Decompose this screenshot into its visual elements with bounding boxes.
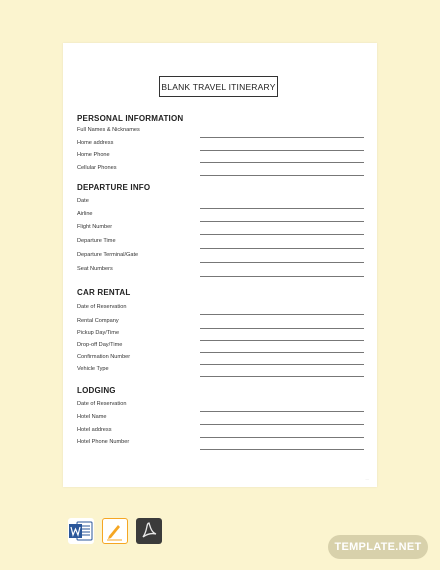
field-row — [77, 427, 364, 439]
field-label: Home Phone — [77, 152, 110, 158]
field-label: Full Names & Nicknames — [77, 127, 140, 133]
fill-in-line[interactable] — [200, 364, 364, 365]
field-label: Home address — [77, 140, 114, 146]
fill-in-line[interactable] — [200, 262, 364, 263]
field-label: Cellular Phones — [77, 165, 117, 171]
template-net-badge[interactable]: TEMPLATE.NET — [328, 535, 428, 559]
field-row — [77, 211, 364, 223]
format-icons — [68, 518, 162, 544]
field-label: Hotel Phone Number — [77, 439, 130, 445]
field-row — [77, 266, 364, 278]
field-label: Confirmation Number — [77, 354, 131, 360]
field-row — [77, 252, 364, 264]
fill-in-line[interactable] — [200, 340, 364, 341]
fill-in-line[interactable] — [200, 248, 364, 249]
fill-in-line[interactable] — [200, 150, 364, 151]
fill-in-line[interactable] — [200, 234, 364, 235]
field-row — [77, 127, 364, 139]
fill-in-line[interactable] — [200, 411, 364, 412]
field-row — [77, 354, 364, 366]
fill-in-line[interactable] — [200, 175, 364, 176]
fill-in-line[interactable] — [200, 137, 364, 138]
field-label: Rental Company — [77, 318, 119, 324]
section-heading-personal: PERSONAL INFORMATION — [77, 114, 184, 123]
field-label: Date — [77, 198, 89, 204]
pages-icon[interactable] — [102, 518, 128, 544]
field-row — [77, 330, 364, 342]
fill-in-line[interactable] — [200, 276, 364, 277]
fill-in-line[interactable] — [200, 314, 364, 315]
field-row — [77, 342, 364, 354]
fill-in-line[interactable] — [200, 437, 364, 438]
field-label: Departure Terminal/Gate — [77, 252, 139, 258]
field-row — [77, 140, 364, 152]
fill-in-line[interactable] — [200, 162, 364, 163]
fill-in-line[interactable] — [200, 376, 364, 377]
field-label: Drop-off Day/Time — [77, 342, 123, 348]
field-label: Date of Reservation — [77, 304, 127, 310]
field-label: Hotel address — [77, 427, 112, 433]
field-label: Seat Numbers — [77, 266, 113, 272]
field-row — [77, 198, 364, 210]
field-label: Hotel Name — [77, 414, 107, 420]
fill-in-line[interactable] — [200, 328, 364, 329]
field-label: Pickup Day/Time — [77, 330, 120, 336]
page-watermark: — — [365, 477, 369, 481]
document-title: BLANK TRAVEL ITINERARY — [159, 76, 278, 97]
fill-in-line[interactable] — [200, 221, 364, 222]
fill-in-line[interactable] — [200, 352, 364, 353]
word-icon[interactable] — [68, 518, 94, 544]
field-row — [77, 224, 364, 236]
field-row — [77, 304, 364, 316]
section-heading-lodging: LODGING — [77, 386, 116, 395]
field-row — [77, 318, 364, 330]
section-heading-car-rental: CAR RENTAL — [77, 288, 131, 297]
fill-in-line[interactable] — [200, 449, 364, 450]
field-row — [77, 401, 364, 413]
field-label: Airline — [77, 211, 93, 217]
field-label: Vehicle Type — [77, 366, 109, 372]
field-label: Flight Number — [77, 224, 113, 230]
field-row — [77, 439, 364, 451]
pdf-icon[interactable] — [136, 518, 162, 544]
document-page — [63, 43, 377, 487]
field-row — [77, 238, 364, 250]
fill-in-line[interactable] — [200, 424, 364, 425]
field-label: Departure Time — [77, 238, 116, 244]
section-heading-departure: DEPARTURE INFO — [77, 183, 151, 192]
field-row — [77, 366, 364, 378]
field-row — [77, 414, 364, 426]
field-row — [77, 165, 364, 177]
field-row — [77, 152, 364, 164]
field-label: Date of Reservation — [77, 401, 127, 407]
fill-in-line[interactable] — [200, 208, 364, 209]
